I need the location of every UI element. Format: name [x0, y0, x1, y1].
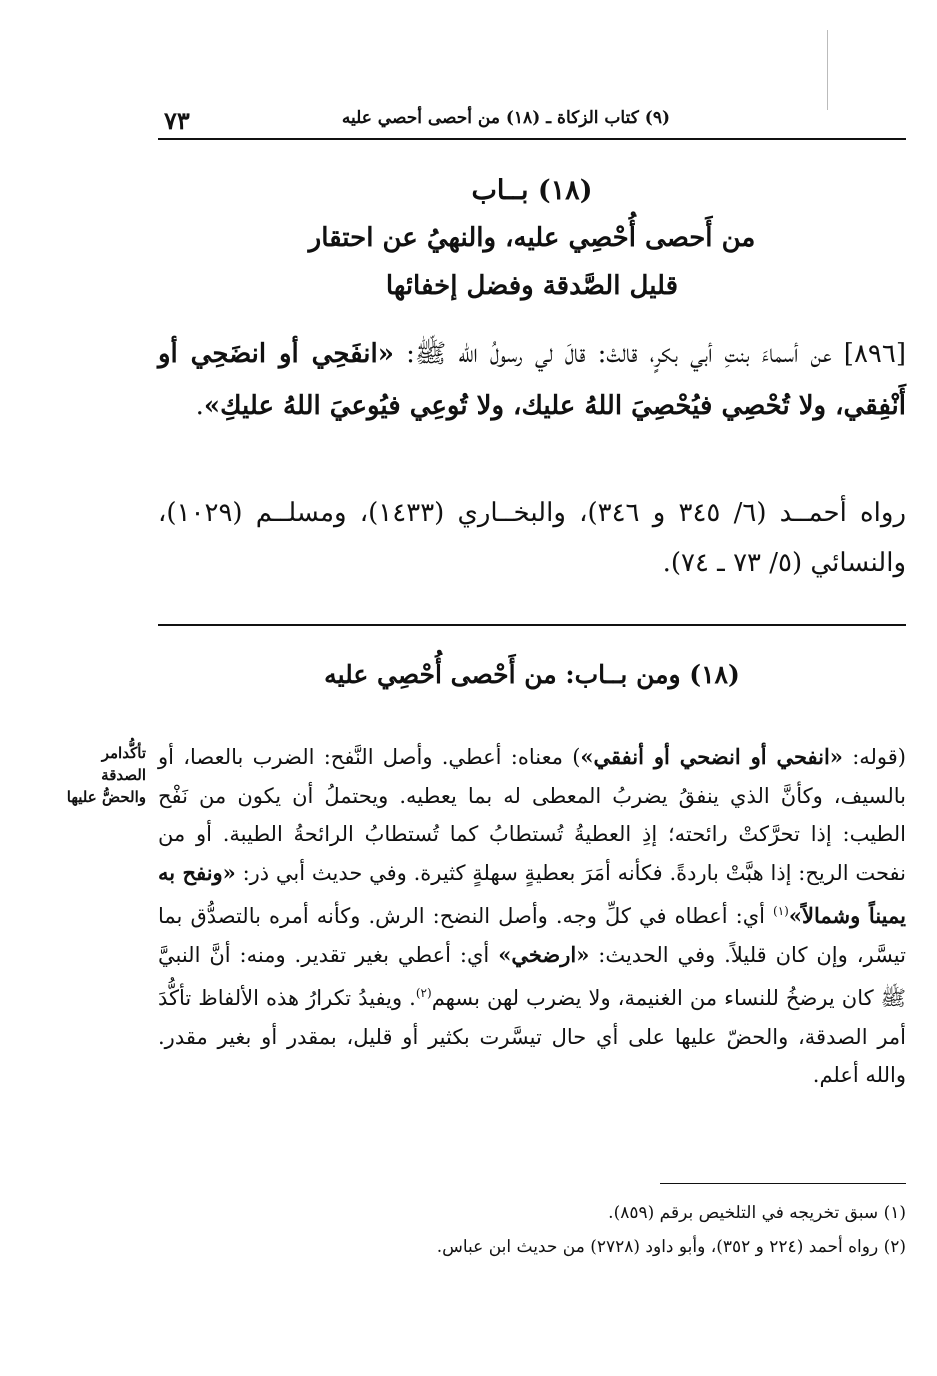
- hadith-end: .: [195, 391, 204, 421]
- chapter-title-line-1: من أَحصى أُحْصِي عليه، والنهيُ عن احتقار: [308, 223, 756, 253]
- footnote-rule: [660, 1183, 906, 1184]
- footnote-marker-2[interactable]: (٢): [415, 986, 432, 1000]
- commentary-text-2: أي: أعطاه في كلِّ وجه. وأصل النضح: الرش. وكأنه أمره بالتصدُّق بما تيسَّر، وإن كان قليلاً. وفي الحديث:: [158, 904, 906, 967]
- footnote-marker-1[interactable]: (١): [773, 904, 789, 918]
- margin-note-line-1: تأكُّدامر: [101, 744, 146, 762]
- margin-note-line-2: الصدقة: [101, 766, 146, 784]
- commentary-quote-2: «ونفح به يميناً وشمالاً»: [158, 859, 906, 928]
- margin-note: [20, 742, 146, 808]
- section-divider: [158, 624, 906, 626]
- commentary-text-3: أي: أعطي بغير تقدير. ومنه: أنَّ النبيَّ ﷺ كان يرضخُ للنساء من الغنيمة، ولا يضرب لهن بسهم: [158, 942, 906, 1010]
- chapter-number: (١٨) بــاب: [471, 175, 593, 206]
- footnote-2: (٢) رواه أحمد (٢٢٤ و ٣٥٢)، وأبو داود (٢٧٢٨) من حديث ابن عباس.: [436, 1237, 906, 1257]
- commentary-heading: (١٨) ومن بــاب: من أَحْصى أُحْصِي عليه: [324, 660, 740, 689]
- page-number: ٧٣: [164, 106, 190, 135]
- scan-gutter-line: [827, 30, 828, 110]
- commentary-text-4: . ويفيدُ تكرارُ هذه الألفاظ تأكُّدَ أمر الصدقة، والحضّ عليها على أي حال تيسَّرت بكثير أو قليل، بمقدر أو بغير مقدر. والله أعلم.: [158, 986, 906, 1087]
- footnote-1: (١) سبق تخريجه في التلخيص برقم (٨٥٩).: [608, 1203, 906, 1223]
- commentary-body: [158, 738, 906, 1095]
- header-rule: [158, 138, 906, 140]
- chapter-title-line-2: قليل الصَّدقة وفضل إخفائها: [385, 271, 679, 301]
- hadith-source: رواه أحمــد (٦/ ٣٤٥ و ٣٤٦)، والبخــاري (١٤٣٣)، ومسلــم (١٠٢٩)، والنسائي (٥/ ٧٣ ـ ٧٤).: [158, 498, 907, 578]
- running-title: (٩) كتاب الزكاة ـ (١٨) من أحصى أحصي عليه: [341, 108, 670, 128]
- commentary-quote-3: «ارضخي»: [498, 941, 590, 967]
- hadith-intro: [٨٩٦] عن أسماءَ بنتِ أبي بكرٍ، قالتْ: قالَ لي رسولُ الله ﷺ:: [406, 339, 907, 369]
- commentary-quote-1: «انفحي أو انضحي أو أنفقي»: [580, 744, 843, 769]
- chapter-heading: [158, 168, 906, 310]
- hadith-quote: «انفَحِي أو انضَحِي أو أَنْفِقي، ولا تُحْصِي فيُحْصِيَ اللهُ عليك، ولا تُوعِي فيُوعيَ اللهُ عليكِ»: [158, 339, 906, 421]
- margin-note-line-3: والحضُّ عليها: [66, 788, 146, 806]
- commentary-start: (قوله:: [842, 745, 907, 769]
- hadith-text: [158, 328, 906, 432]
- commentary-text-1: ) معناه: أعطي. وأصل النَّفح: الضرب بالعصا، أو بالسيف، وكأنَّ الذي ينفقُ يضربُ المعطى له بما يعطيه. ويحتملُ أن يكون من نَفْح الطيب: إذا تحرَّكتْ رائحته؛ إذِ العطيةُ تُستطابُ كما تُستطابُ الرائحةُ الطيبة. أو من نفحت الريح: إذا هبَّتْ باردةً. فكأنه أمَرَ بعطيةٍ سهلةٍ كثيرة. وفي حديث أبي ذر:: [158, 745, 906, 885]
- footnotes: [158, 1196, 906, 1264]
- page-header: [158, 104, 906, 136]
